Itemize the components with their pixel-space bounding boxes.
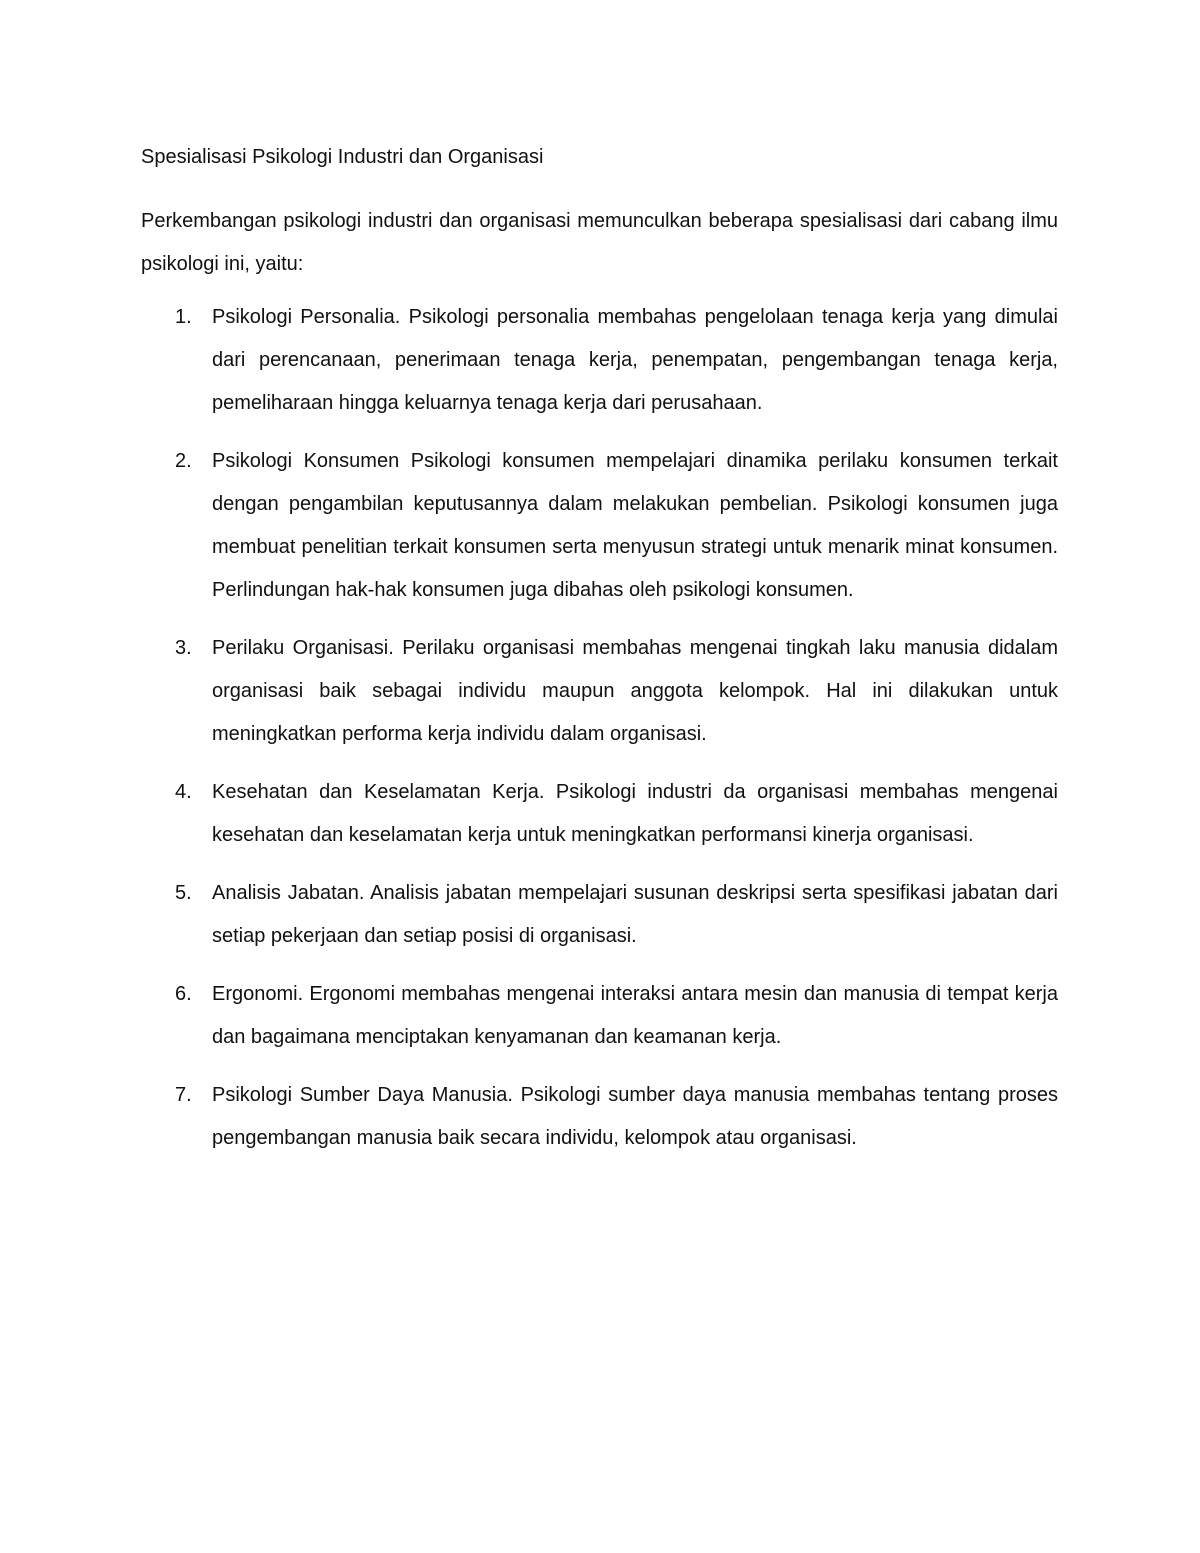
list-item-number: 4. <box>175 781 192 803</box>
list-item-number: 3. <box>175 637 192 659</box>
list-item <box>141 872 1058 958</box>
list-item <box>141 973 1058 1059</box>
list-item-number: 5. <box>175 882 192 904</box>
list-item-number: 7. <box>175 1084 192 1106</box>
list-item-number: 2. <box>175 450 192 472</box>
list-item <box>141 440 1058 612</box>
list-item-text: Kesehatan dan Keselamatan Kerja. Psikologi industri da organisasi membahas mengenai kesehatan dan keselamatan kerja untuk meningkatkan performansi kinerja organisasi. <box>212 781 1058 846</box>
list-item <box>141 771 1058 857</box>
list-item <box>141 296 1058 425</box>
list-item <box>141 1074 1058 1160</box>
list-item-text: Psikologi Personalia. Psikologi personalia membahas pengelolaan tenaga kerja yang dimulai dari perencanaan, penerimaan tenaga kerja, penempatan, pengembangan tenaga kerja, pemeliharaan hingga keluarnya tenaga kerja dari perusahaan. <box>212 306 1058 414</box>
list-item-text: Ergonomi. Ergonomi membahas mengenai interaksi antara mesin dan manusia di tempat kerja dan bagaimana menciptakan kenyamanan dan keamanan kerja. <box>212 983 1058 1048</box>
specialization-list <box>141 296 1058 1175</box>
list-item-text: Analisis Jabatan. Analisis jabatan mempelajari susunan deskripsi serta spesifikasi jabatan dari setiap pekerjaan dan setiap posisi di organisasi. <box>212 882 1058 947</box>
list-item-text: Perilaku Organisasi. Perilaku organisasi membahas mengenai tingkah laku manusia didalam organisasi baik sebagai individu maupun anggota kelompok. Hal ini dilakukan untuk meningkatkan performa kerja individu dalam organisasi. <box>212 637 1058 745</box>
list-item-text: Psikologi Sumber Daya Manusia. Psikologi sumber daya manusia membahas tentang proses pengembangan manusia baik secara individu, kelompok atau organisasi. <box>212 1084 1058 1149</box>
list-item <box>141 627 1058 756</box>
intro-paragraph: Perkembangan psikologi industri dan organisasi memunculkan beberapa spesialisasi dari cabang ilmu psikologi ini, yaitu: <box>141 210 1058 275</box>
list-item-number: 1. <box>175 306 192 328</box>
document-title: Spesialisasi Psikologi Industri dan Organisasi <box>141 146 544 168</box>
list-item-number: 6. <box>175 983 192 1005</box>
list-item-text: Psikologi Konsumen Psikologi konsumen mempelajari dinamika perilaku konsumen terkait dengan pengambilan keputusannya dalam melakukan pembelian. Psikologi konsumen juga membuat penelitian terkait konsumen serta menyusun strategi untuk menarik minat konsumen. Perlindungan hak-hak konsumen juga dibahas oleh psikologi konsumen. <box>212 450 1058 601</box>
